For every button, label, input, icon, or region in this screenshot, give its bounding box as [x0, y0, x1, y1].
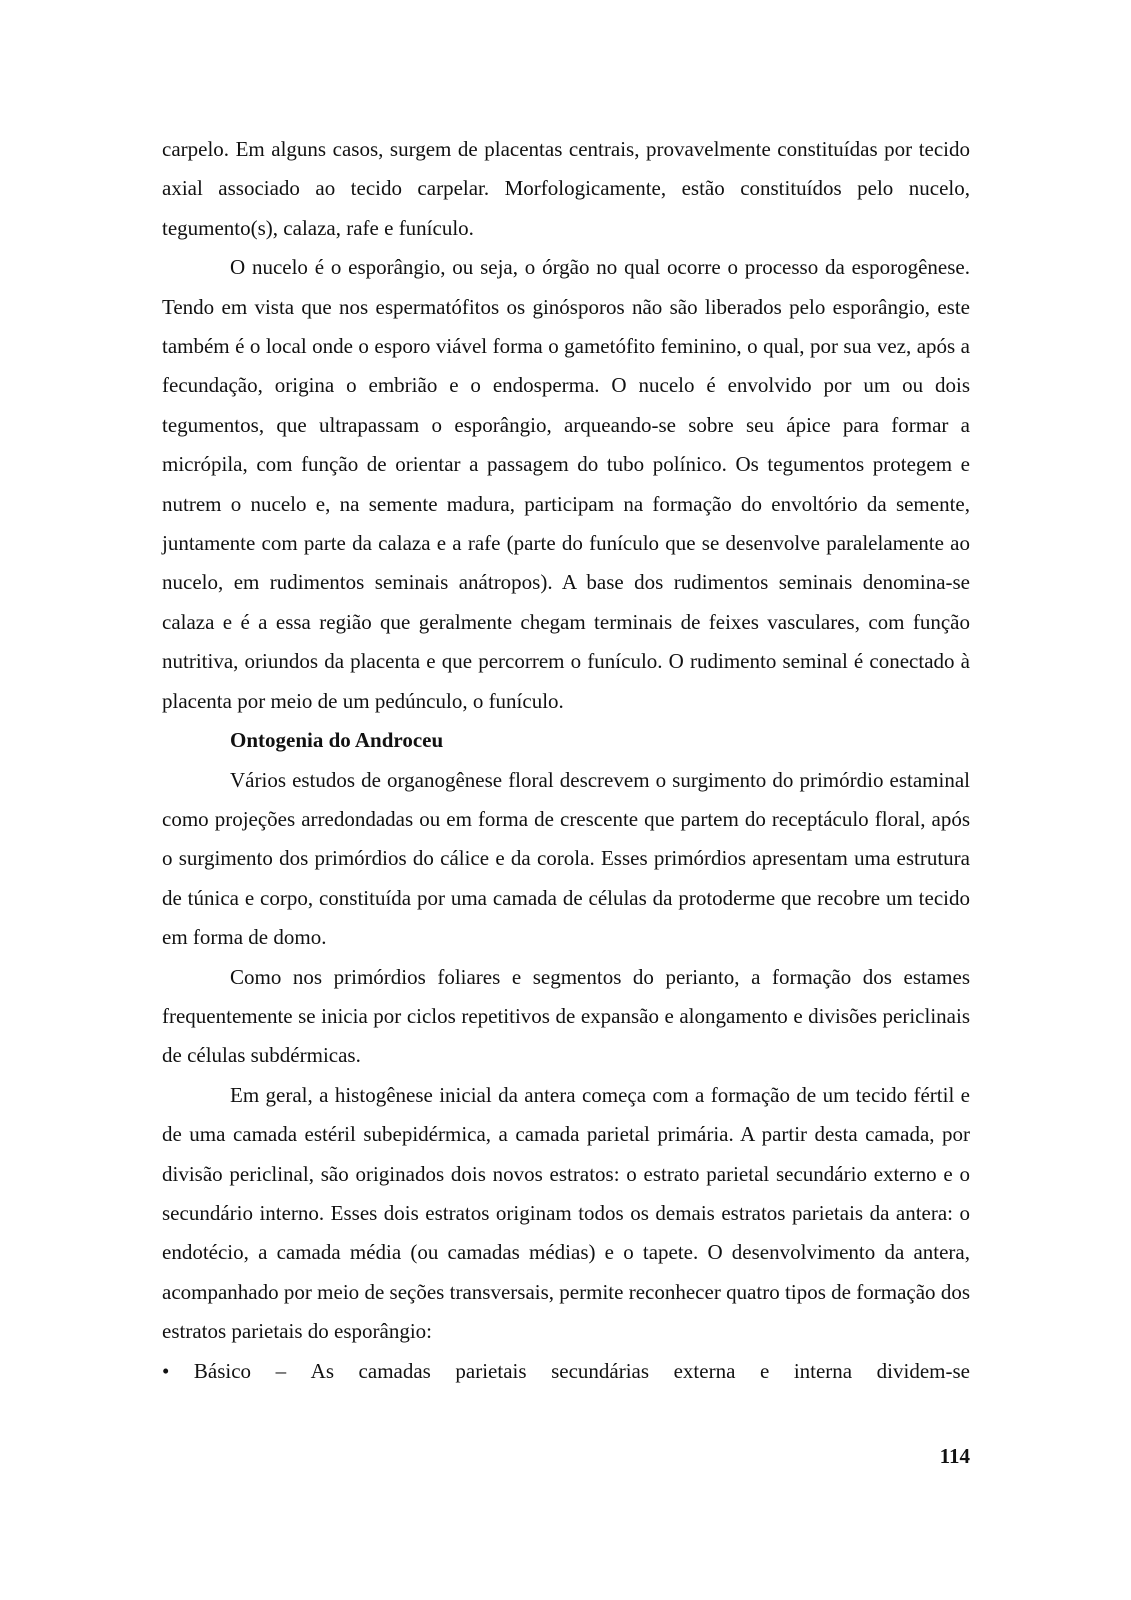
bullet-word: – — [275, 1358, 287, 1383]
bullet-mark: • — [162, 1358, 170, 1383]
bullet-word: externa — [673, 1358, 736, 1383]
bullet-word: dividem-se — [876, 1358, 970, 1383]
section-heading: Ontogenia do Androceu — [230, 728, 444, 753]
page-number: 114 — [939, 1444, 970, 1468]
paragraph-estames: Como nos primórdios foliares e segmentos do perianto, a formação dos estames frequentemente se inicia por ciclos repetitivos de expansão e alongamento e divisões periclinais de células subdérmicas. — [162, 964, 970, 1068]
bullet-word: As — [310, 1358, 334, 1383]
paragraph-organogenese: Vários estudos de organogênese floral descrevem o surgimento do primórdio estaminal como projeções arredondadas ou em forma de crescente que partem do receptáculo floral, após o surgimento dos primórdios do cálice e da corola. Esses primórdios apresentam uma estrutura de túnica e corpo, constituída por uma camada de células da protoderme que recobre um tecido em forma de domo. — [162, 767, 970, 950]
bullet-word: secundárias — [551, 1358, 650, 1383]
paragraph-histogenese: Em geral, a histogênese inicial da antera começa com a formação de um tecido fértil e de uma camada estéril subepidérmica, a camada parietal primária. A partir desta camada, por divisão periclinal, são originados dois novos estratos: o estrato parietal secundário externo e o secundário interno. Esses dois estratos originam todos os demais estratos parietais da antera: o endotécio, a camada média (ou camadas médias) e o tapete. O desenvolvimento da antera, acompanhado por meio de seções transversais, permite reconhecer quatro tipos de formação dos estratos parietais do esporângio: — [162, 1082, 970, 1344]
bullet-word: parietais — [455, 1358, 527, 1383]
paragraph-continued: carpelo. Em alguns casos, surgem de placentas centrais, provavelmente constituídas por tecido axial associado ao tecido carpelar. Morfologicamente, estão constituídos pelo nucelo, tegumento(s), calaza, rafe e funículo. — [162, 137, 970, 240]
paragraph-nucelo: O nucelo é o esporângio, ou seja, o órgão no qual ocorre o processo da esporogênese. Tendo em vista que nos espermatófitos os ginósporos não são liberados pelo esporângio, este também é o local onde o esporo viável forma o gametófito feminino, o qual, por sua vez, após a fecundação, origina o embrião e o endosperma. O nucelo é envolvido por um ou dois tegumentos, que ultrapassam o esporângio, arqueando-se sobre seu ápice para formar a micrópila, com função de orientar a passagem do tubo polínico. Os tegumentos protegem e nutrem o nucelo e, na semente madura, participam na formação do envoltório da semente, juntamente com parte da calaza e a rafe (parte do funículo que se desenvolve paralelamente ao nucelo, em rudimentos seminais anátropos). A base dos rudimentos seminais denomina-se calaza e é a essa região que geralmente chegam terminais de feixes vasculares, com função nutritiva, oriundos da placenta e que percorrem o funículo. O rudimento seminal é conectado à placenta por meio de um pedúnculo, o funículo. — [162, 255, 970, 713]
bullet-word: camadas — [358, 1358, 431, 1383]
bullet-word: interna — [793, 1358, 853, 1383]
bullet-word: e — [759, 1358, 770, 1383]
body-text — [162, 130, 970, 1391]
bullet-item-basico — [162, 1352, 970, 1391]
bullet-word: Básico — [193, 1358, 252, 1383]
